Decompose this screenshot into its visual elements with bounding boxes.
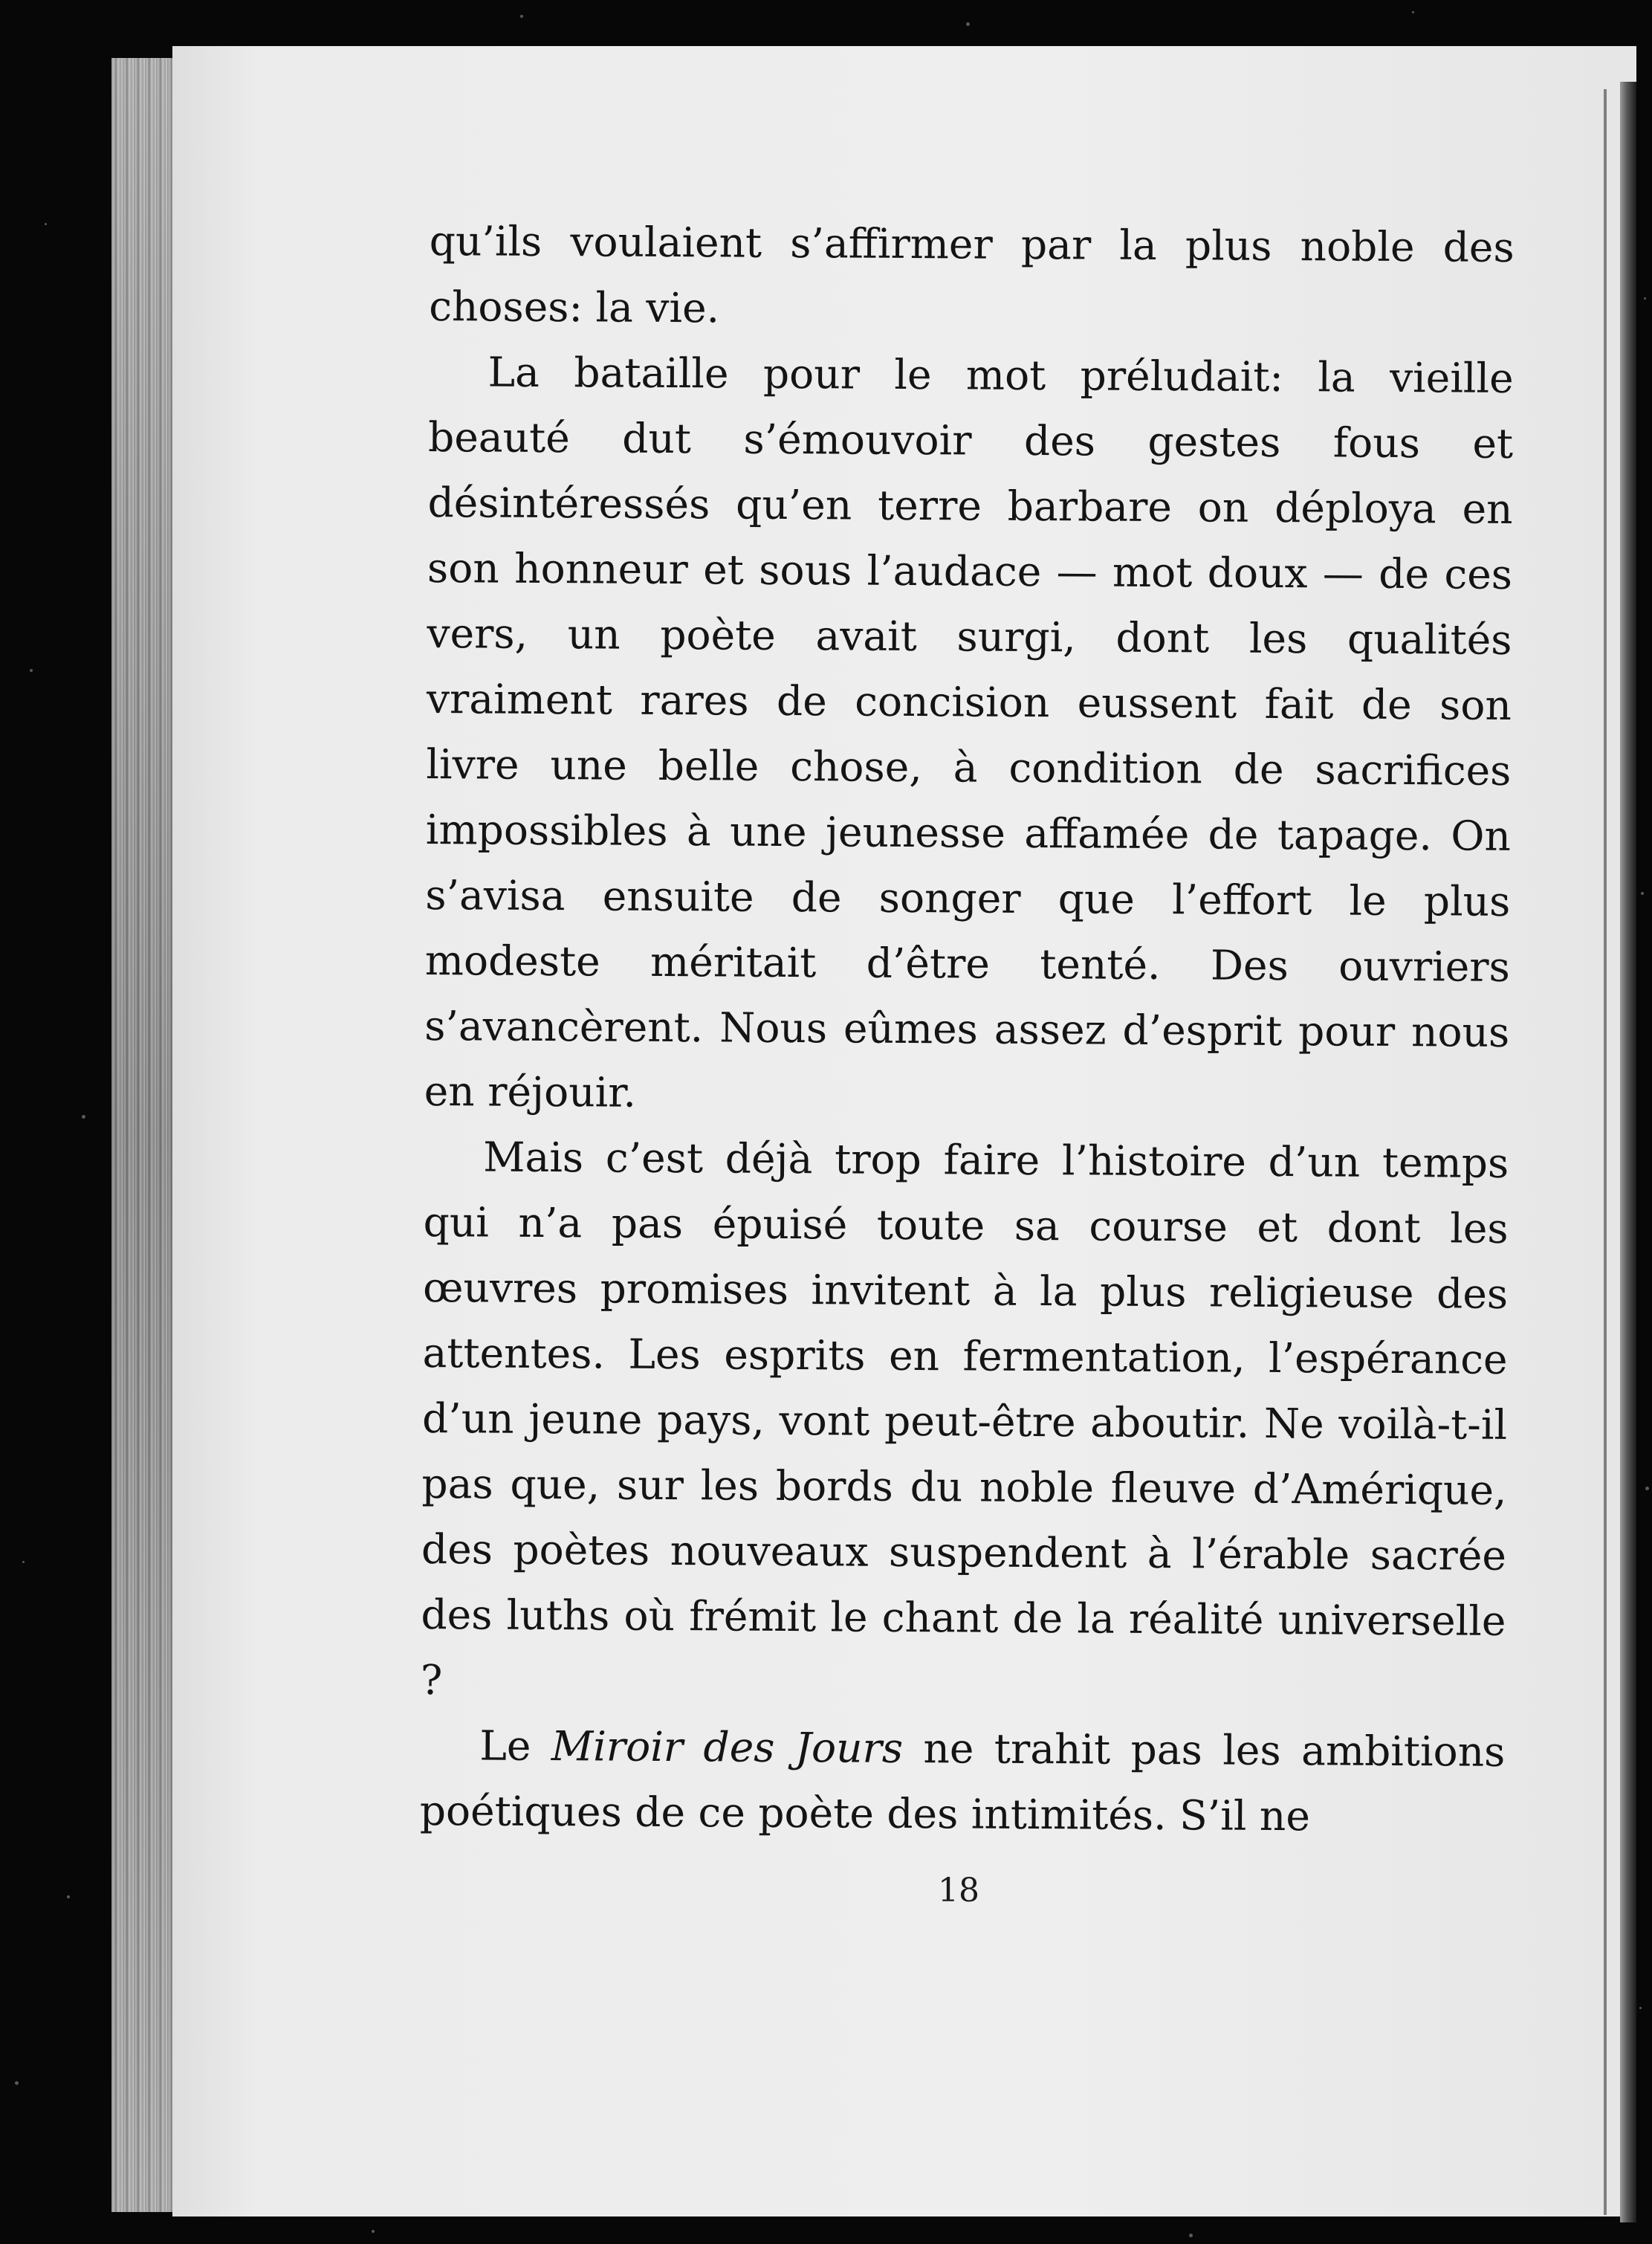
film-speck [15,2081,19,2085]
paragraph-1 [429,208,1515,346]
paragraph-4 [420,1713,1506,1850]
film-speck [372,2230,375,2233]
film-speck [1189,2234,1193,2237]
film-speck [30,669,33,672]
text-segment: Le [479,1721,552,1771]
film-speck [1645,1487,1649,1490]
film-speck [45,223,47,225]
text-segment: ne trahit pas les ambitions poétiques de ce poète des intimités. S’il ne [419,1724,1506,1840]
film-speck [966,22,970,26]
page-edge-line [1604,89,1607,2215]
text-segment: La bataille pour le mot préludait: la vieille beauté dut s’émouvoir des gestes fous et désintéressés qu’en terre barbare on déploya en son honneur et sous l’audace — mot doux — de ces vers, un poète avait surgi, dont les qualités vraiment rares de concision eussent fait de son livre une belle chose, à condition de sacrifices impossibles à une jeunesse affamée de tapage. On s’avisa ensuite de songer que l’effort le plus modeste méritait d’être tenté. Des ouvriers s’avancèrent. Nous eûmes assez d’esprit pour nous en réjouir. [424,348,1514,1116]
film-speck [1412,11,1414,13]
film-speck [22,1561,25,1563]
paragraph-3 [421,1124,1509,1719]
page-number: 18 [938,1872,979,1910]
film-speck [1644,297,1646,300]
text-segment: Mais c’est déjà trop faire l’histoire d’un temps qui n’a pas épuisé toute sa course et dont les œuvres promises invitent à la plus religieuse des attentes. Les esprits en fermentation, l’espérance d’un jeune pays, vont peut-être aboutir. Ne voilà-t-il pas que, sur les bords du noble fleuve d’Amérique, des poètes nouveaux suspendent à l’érable sacrée des luths où frémit le chant de la réalité universelle ? [420,1133,1509,1704]
film-speck [82,1115,85,1119]
text-segment: qu’ils voulaient s’affirmer par la plus noble des choses: la vie. [428,216,1515,332]
paragraph-2 [424,339,1513,1131]
book-title-italic: Miroir des Jours [551,1722,904,1772]
body-text [420,208,1515,1850]
film-speck [67,1895,70,1898]
film-speck [520,15,523,18]
film-speck [1639,2007,1642,2009]
film-speck [1641,892,1644,895]
book-binding-edge [111,58,175,2212]
page-right-edge-shadow [1620,82,1636,2222]
